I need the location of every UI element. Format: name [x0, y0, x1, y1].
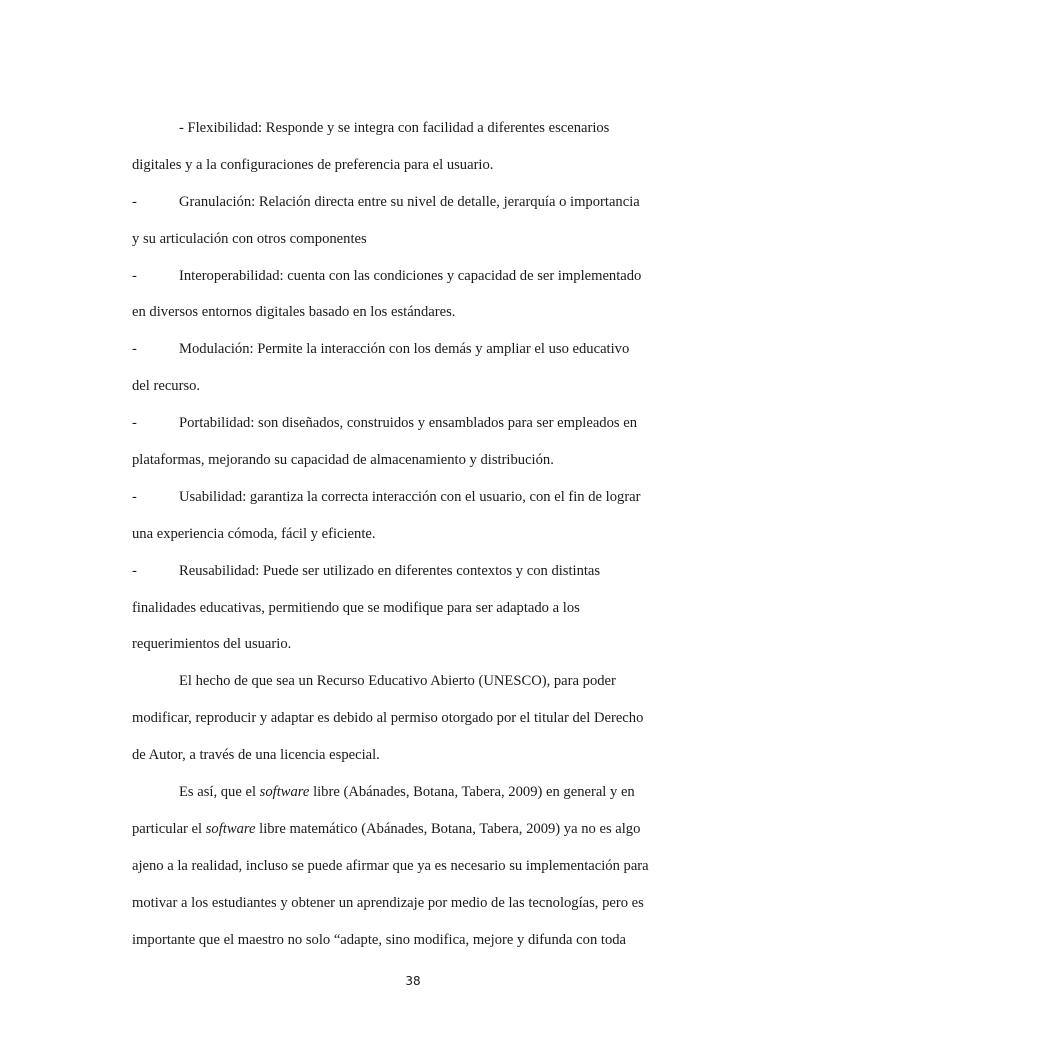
flexibilidad-line-2: digitales y a la configuraciones de preferencia para el usuario.	[132, 156, 494, 173]
bullet-dash: -	[132, 341, 137, 358]
bullet-dash: -	[132, 488, 137, 505]
granulacion-line-2: y su articulación con otros componentes	[132, 230, 367, 247]
reusabilidad-line-1: Reusabilidad: Puede ser utilizado en diferentes contextos y con distintas	[179, 562, 601, 579]
bullet-dash: -	[132, 562, 137, 579]
software-line-2-post: libre matemático (Abánades, Botana, Tabera, 2009) ya no es algo	[259, 820, 641, 837]
interoperabilidad-line-1: Interoperabilidad: cuenta con las condiciones y capacidad de ser implementado	[179, 267, 642, 284]
interoperabilidad-item	[132, 258, 692, 295]
usabilidad-item	[132, 479, 692, 516]
modulacion-line-1: Modulación: Permite la interacción con los demás y ampliar el uso educativo	[179, 341, 630, 358]
portabilidad-line-2: plataformas, mejorando su capacidad de almacenamiento y distribución.	[132, 452, 554, 469]
portabilidad-line-1: Portabilidad: son diseñados, construidos y ensamblados para ser empleados en	[179, 415, 637, 432]
hecho-line-1: El hecho de que sea un Recurso Educativo Abierto (UNESCO), para poder	[179, 673, 616, 690]
granulacion-item	[132, 184, 692, 221]
software-line-3: ajeno a la realidad, incluso se puede afirmar que ya es necesario su implementación para	[132, 857, 649, 874]
interoperabilidad-line-2: en diversos entornos digitales basado en los estándares.	[132, 304, 456, 321]
usabilidad-line-2: una experiencia cómoda, fácil y eficiente.	[132, 525, 376, 542]
bullet-dash: -	[132, 267, 137, 284]
bullet-dash: -	[132, 193, 137, 210]
modulacion-line-2: del recurso.	[132, 378, 201, 395]
reusabilidad-item	[132, 553, 692, 590]
reusabilidad-line-2: finalidades educativas, permitiendo que se modifique para ser adaptado a los	[132, 599, 580, 616]
flexibilidad-line-1: - Flexibilidad: Responde y se integra con facilidad a diferentes escenarios	[179, 120, 610, 136]
software-line-5: importante que el maestro no solo “adapte, sino modifica, mejore y difunda con toda	[132, 931, 627, 948]
software-line-1	[132, 774, 692, 811]
usabilidad-line-1: Usabilidad: garantiza la correcta interacción con el usuario, con el fin de lograr	[179, 488, 641, 505]
software-line-1-post: libre (Abánades, Botana, Tabera, 2009) en general y en	[313, 784, 635, 801]
software-term: software	[259, 784, 310, 801]
granulacion-line-1: Granulación: Relación directa entre su nivel de detalle, jerarquía o importancia	[179, 193, 640, 210]
portabilidad-item	[132, 405, 692, 442]
page-number: 38	[405, 974, 421, 988]
software-term: software	[205, 820, 256, 837]
bullet-dash: -	[132, 415, 137, 432]
software-line-1-pre: Es así, que el	[179, 784, 257, 801]
software-line-2-pre: particular el	[132, 820, 203, 837]
software-line-2	[132, 811, 692, 848]
hecho-line-3: de Autor, a través de una licencia especial.	[132, 747, 380, 764]
body-text	[132, 110, 692, 958]
software-line-4: motivar a los estudiantes y obtener un aprendizaje por medio de las tecnologías, pero es	[132, 894, 644, 911]
modulacion-item	[132, 331, 692, 368]
reusabilidad-line-3: requerimientos del usuario.	[132, 636, 292, 653]
hecho-line-2: modificar, reproducir y adaptar es debido al permiso otorgado por el titular del Derecho	[132, 710, 644, 727]
